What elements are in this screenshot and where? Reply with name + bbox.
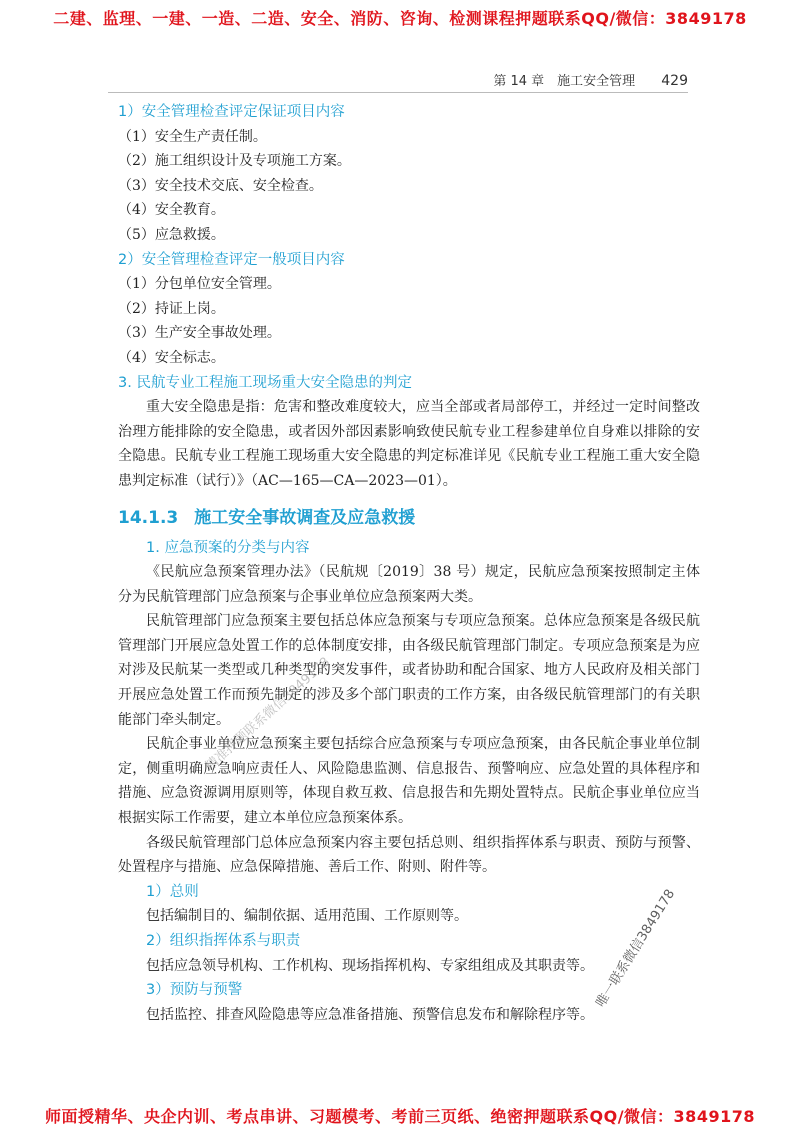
- watermark-center: 精准押题联系微信3849178: [202, 654, 334, 775]
- subheading-guarantee-items: 1）安全管理检查评定保证项目内容: [118, 104, 345, 120]
- list-item: （4）安全教育。: [118, 202, 225, 219]
- list-item: （4）安全标志。: [118, 349, 225, 366]
- paragraph: 各级民航管理部门总体应急预案内容主要包括总则、组织指挥体系与职责、预防与预警、处置程序与措施、应急保障措施、善后工作、附则、附件等。: [118, 834, 700, 876]
- list-item: （1）安全生产责任制。: [118, 128, 267, 145]
- paragraph: 《民航应急预案管理办法》（民航规〔2019〕38 号）规定，民航应急预案按照制定主体分为民航管理部门应急预案与企事业单位应急预案两大类。: [118, 564, 700, 605]
- list-item: （5）应急救援。: [118, 226, 225, 243]
- page-body: [118, 100, 700, 1027]
- list-item: （2）施工组织设计及专项施工方案。: [118, 153, 351, 170]
- point-text: 包括监控、排查风险隐患等应急准备措施、预警信息发布和解除程序等。: [146, 1006, 594, 1023]
- page-number: 429: [661, 73, 688, 89]
- banner-bottom: 师面授精华、央企内训、考点串讲、习题模考、考前三页纸、绝密押题联系QQ/微信：3849178: [45, 1107, 755, 1126]
- point-text: 包括应急领导机构、工作机构、现场指挥机构、专家组组成及其职责等。: [146, 957, 594, 974]
- watermark-right: 唯一联系微信3849178: [593, 886, 679, 1011]
- point-heading-prevention: 3）预防与预警: [146, 982, 243, 999]
- list-item: （2）持证上岗。: [118, 300, 225, 317]
- subheading-major-hazards: 3. 民航专业工程施工现场重大安全隐患的判定: [118, 374, 412, 391]
- banner-top: 二建、监理、一建、一造、二造、安全、消防、咨询、检测课程押题联系QQ/微信：3849178: [53, 9, 747, 28]
- point-text: 包括编制目的、编制依据、适用范围、工作原则等。: [146, 908, 468, 925]
- running-head: [108, 70, 688, 93]
- point-heading-general: 1）总则: [146, 883, 199, 900]
- list-item: （3）安全技术交底、安全检查。: [118, 177, 323, 194]
- paragraph: 民航管理部门应急预案主要包括总体应急预案与专项应急预案。总体应急预案是各级民航管理部门开展应急处置工作的总体制度安排，由各级民航管理部门制定。专项应急预案是为应对涉及民航某一类型或几种类型的突发事件，或者协助和配合国家、地方人民政府及相关部门开展应急处置工作而预先制定的涉及多个部门职责的工作方案，由各级民航管理部门的有关职能部门牵头制定。: [118, 613, 700, 728]
- list-item: （3）生产安全事故处理。: [118, 325, 281, 342]
- subheading-general-items: 2）安全管理检查评定一般项目内容: [118, 251, 345, 268]
- section-title: 施工安全事故调查及应急救援: [194, 507, 416, 528]
- paragraph: 重大安全隐患是指：危害和整改难度较大，应当全部或者局部停工，并经过一定时间整改治理方能排除的安全隐患，或者因外部因素影响致使民航专业工程参建单位自身难以排除的安全隐患。民航专业工程施工现场重大安全隐患的判定标准详见《民航专业工程施工重大安全隐患判定标准（试行）》（AC—165—CA—2023—01）。: [118, 399, 700, 489]
- chapter-title: 第 14 章 施工安全管理: [493, 74, 636, 89]
- list-item: （1）分包单位安全管理。: [118, 276, 281, 293]
- subheading-emergency-plan: 1. 应急预案的分类与内容: [146, 539, 310, 556]
- point-heading-command-system: 2）组织指挥体系与职责: [146, 933, 301, 949]
- paragraph: 民航企事业单位应急预案主要包括综合应急预案与专项应急预案，由各民航企事业单位制定，侧重明确应急响应责任人、风险隐患监测、信息报告、预警响应、应急处置的具体程序和措施、应急资源调用原则等，体现自救互救、信息报告和先期处置特点。民航企事业单位应当根据实际工作需要，建立本单位应急预案体系。: [118, 736, 700, 827]
- section-heading-14-1-3: [118, 504, 700, 532]
- section-number: 14.1.3: [118, 507, 179, 528]
